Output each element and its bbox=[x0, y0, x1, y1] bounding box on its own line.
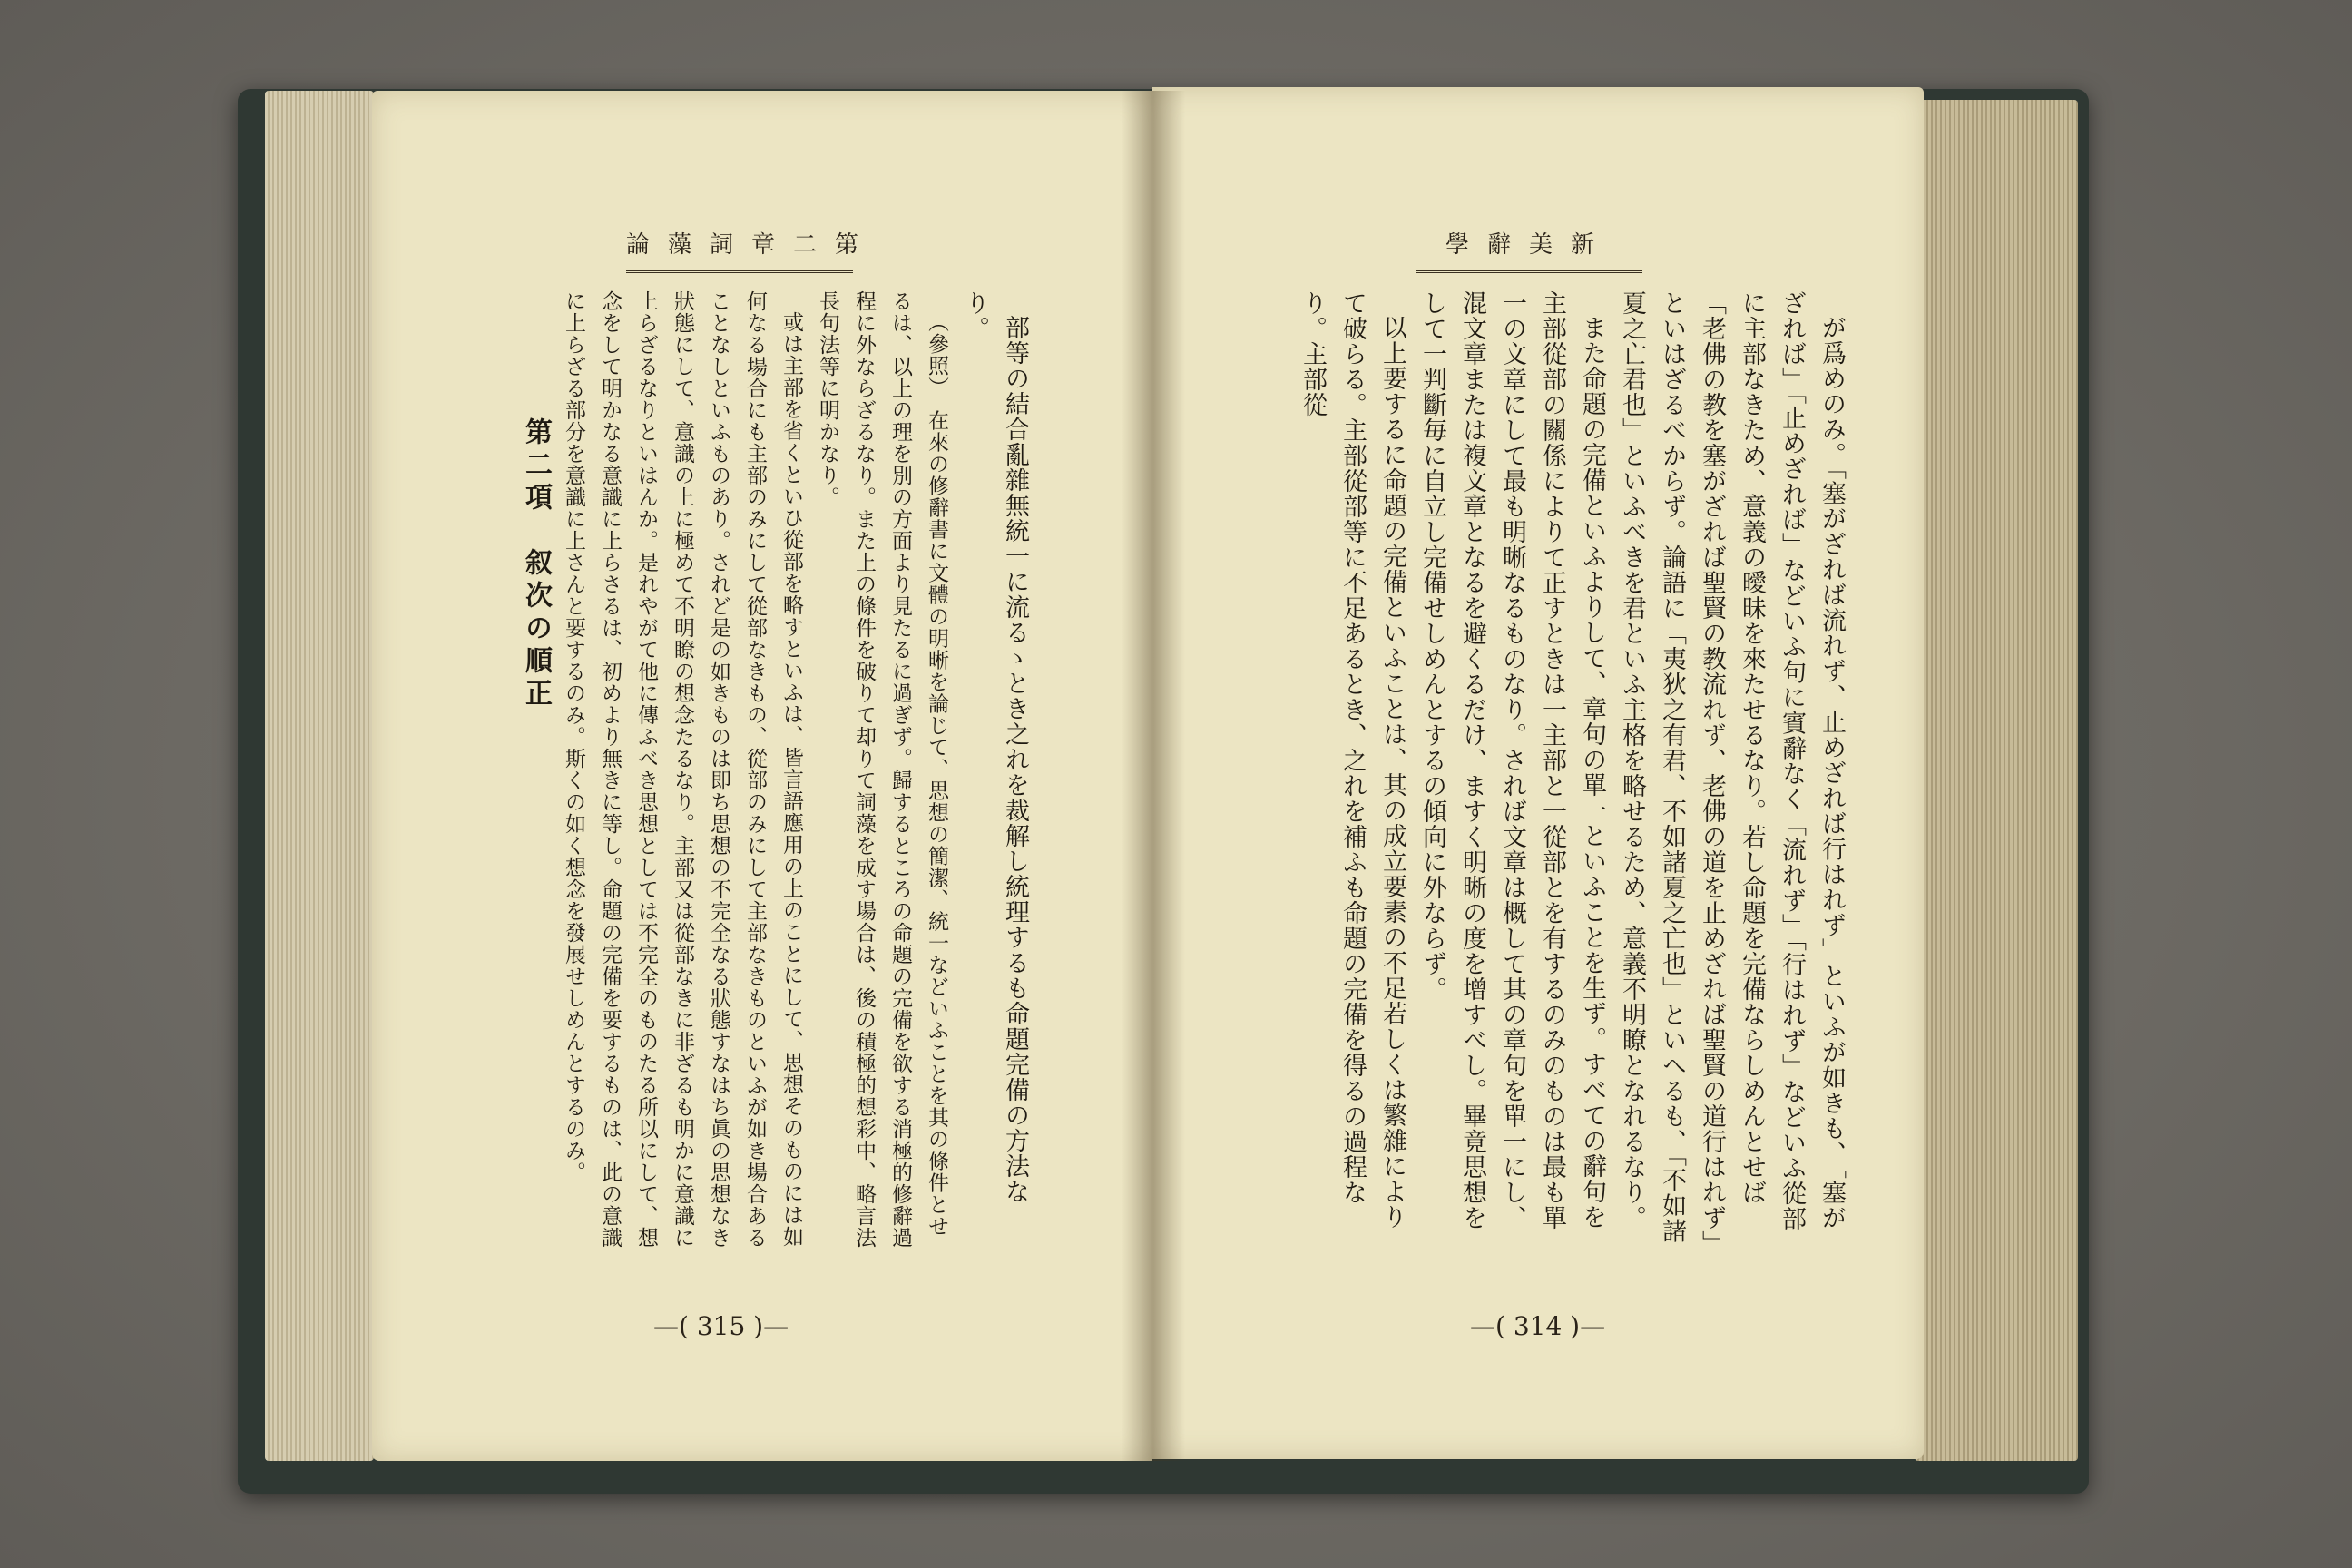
right-page-text bbox=[1234, 290, 1851, 1252]
right-paragraph-1: が爲めのみ。「塞がざれば流れず、止めざれば行はれず」といふが如きも、「塞がざれば」「止めざれば」などいふ句に賓辭なく「流れず」「行はれず」などいふ從部に主部なきため、意義の曖昧を來たせるなり。若し命題を完備ならしめんとせば「老佛の教を塞がざれば聖賢の教流れず、老佛の道を止めざれば聖賢の道行はれず」といはざるべからず。論語に「夷狄之有君、不如諸夏之亡也」といへるも、「不如諸夏之亡君也」といふべきを君といふ主格を略せるため、意義不明瞭となれるなり。 bbox=[1618, 290, 1846, 1244]
book-gutter bbox=[1122, 91, 1185, 1461]
left-page-text bbox=[436, 290, 1034, 1252]
right-page-number: —( 314 )— bbox=[1470, 1311, 1606, 1341]
left-paragraph-1: 部等の結合亂雜無統一に流るゝとき之れを裁解し統理するも命題完備の方法なり。 bbox=[961, 290, 1029, 1204]
left-paragraph-3: 或は主部を省くといひ從部を略すといふは、皆言語應用の上のことにして、思想そのものには如何なる場合にも主部のみにして從部なきもの、從部のみにして主部なきものといふが如き場合あることなしといふものあり。されど是の如きものは即ち思想の不完全なる狀態すなはち眞の思想なき狀態にして、意識の上に極めて不明瞭の想念たるなり。主部又は從部なきに非ざるも明かに意識に上らざるなりといはんか。是れやがて他に傳ふべき思想としては不完全のものたる所以にして、想念をして明かなる意識に上らさるは、初めより無きに等し。命題の完備を要するものは、此の意識に上らざる部分を意識に上さんと要するのみ。斯くの如く想念を發展せしめんとするのみ。 bbox=[562, 290, 803, 1249]
left-page-number: —( 315 )— bbox=[653, 1311, 789, 1341]
left-reference-note: （參照） 在來の修辭書に文體の明晰を論じて、思想の簡潔、統一などいふことを其の條件とせるは、以上の理を別の方面より見たるに過ぎず。歸するところの命題の完備を欲する消極的修辭過程に外ならざるなり。また上の條件を破りて却りて詞藻を成す場合は、後の積極的想彩中、略言法長句法等に明かなり。 bbox=[816, 290, 948, 1249]
left-running-head: 論藻詞章二第 bbox=[626, 227, 853, 273]
page-edges-left bbox=[265, 91, 374, 1461]
page-edges-right bbox=[1915, 100, 2078, 1461]
right-running-head: 學辭美新 bbox=[1416, 227, 1642, 273]
section-heading: 第二項 叙次の順正 bbox=[520, 417, 552, 711]
right-paragraph-3: 以上要するに命題の完備といふことは、其の成立要素の不足若しくは繁雜によりて破らる。主部從部等に不足あるとき、之れを補ふも命題の完備を得るの過程なり。主部從 bbox=[1298, 290, 1406, 1230]
right-paragraph-2: また命題の完備といふよりして、章句の單一といふことを生ず。すべての辭句を主部從部の關係によりて正すときは一主部と一從部とを有するのみのものは最も單一の文章にして最も明晰なるものなり。されば文章は概して其の章句を單一にし、混文章または複文章となるを避くるだけ、ますく明晰の度を增すべし。畢竟思想をして一判斷毎に自立し完備せしめんとするの傾向に外ならず。 bbox=[1418, 290, 1606, 1230]
